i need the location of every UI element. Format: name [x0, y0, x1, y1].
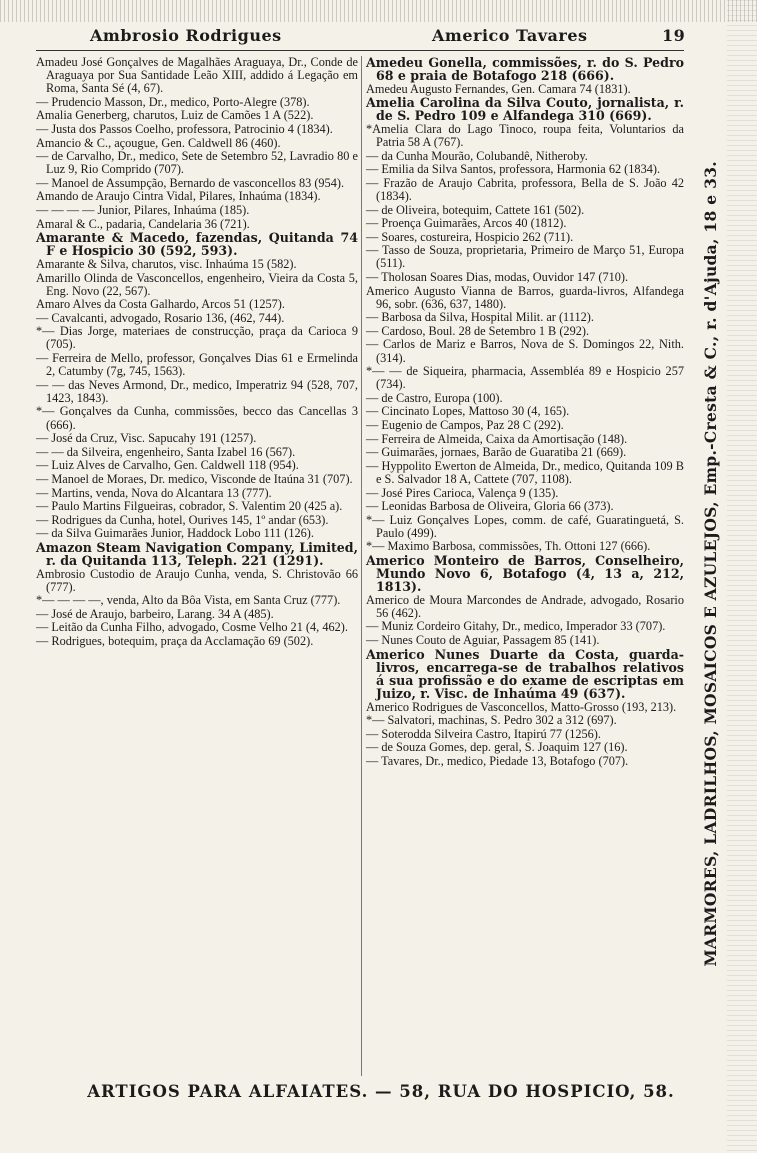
directory-entry: Amaro Alves da Costa Galhardo, Arcos 51 (1257).	[36, 297, 285, 312]
right-edge-noise	[727, 0, 757, 1153]
directory-entry: — Manoel de Assumpção, Bernardo de vasconcellos 83 (954).	[36, 175, 345, 190]
directory-entry: — — das Neves Armond, Dr., medico, Imperatriz 94 (528, 707, 1423, 1843).	[36, 377, 358, 405]
directory-entry: — Rodrigues, botequim, praça da Acclamação 69 (502).	[36, 634, 314, 649]
directory-entry: — Tavares, Dr., medico, Piedade 13, Botafogo (707).	[366, 753, 629, 768]
top-edge-speckle	[0, 0, 757, 22]
directory-entry: — da Silva Guimarães Junior, Haddock Lobo 111 (126).	[36, 526, 314, 541]
directory-entry: — — da Silveira, engenheiro, Santa Izabel 16 (567).	[36, 444, 296, 459]
directory-entry: — Cincinato Lopes, Mattoso 30 (4, 165).	[366, 404, 570, 419]
directory-entry: — Tholosan Soares Dias, modas, Ouvidor 147 (710).	[366, 270, 629, 284]
side-advertisement	[690, 56, 730, 1071]
directory-entry: — de Souza Gomes, dep. geral, S. Joaquim 127 (16).	[366, 740, 628, 755]
directory-entry: — Muniz Cordeiro Gitahy, Dr., medico, Imperador 33 (707).	[366, 619, 666, 634]
directory-entry: *— Gonçalves da Cunha, commissões, becco das Cancellas 3 (666).	[36, 404, 358, 432]
directory-entry: — Hyppolito Ewerton de Almeida, Dr., medico, Quitanda 109 B e S. Salvador 18 A, Cattete (707, 1108).	[366, 458, 684, 486]
directory-entry: — Ferreira de Almeida, Caixa da Amortisação (148).	[366, 431, 628, 446]
directory-entry: *— Dias Jorge, materiaes de construcção, praça da Carioca 9 (705).	[36, 324, 358, 352]
directory-entry: Amelia Carolina da Silva Couto, jornalista, r. de S. Pedro 109 e Alfandega 310 (669).	[366, 95, 684, 124]
header-rule	[36, 50, 684, 51]
directory-entry: *— — — —, venda, Alto da Bôa Vista, em Santa Cruz (777).	[36, 593, 341, 608]
directory-entry: — José de Araujo, barbeiro, Larang. 34 A (485).	[36, 606, 274, 621]
directory-entry: — Guimarães, jornaes, Barão de Guaratiba 21 (669).	[366, 445, 627, 460]
directory-entry: *— Salvatori, machinas, S. Pedro 302 a 312 (697).	[366, 713, 617, 728]
directory-entry: Americo de Moura Marcondes de Andrade, advogado, Rosario 56 (462).	[366, 592, 684, 620]
directory-entry: Amaral & C., padaria, Candelaria 36 (721).	[36, 216, 250, 231]
directory-entry: — de Castro, Europa (100).	[366, 390, 503, 405]
directory-entry: Americo Augusto Vianna de Barros, guarda-livros, Alfandega 96, sobr. (636, 637, 1480).	[366, 283, 684, 311]
directory-entry: — Proença Guimarães, Arcos 40 (1812).	[366, 216, 567, 231]
directory-entry: *— Luiz Gonçalves Lopes, comm. de café, Guaratinguetá, S. Paulo (499).	[366, 512, 684, 540]
directory-entry: — Eugenio de Campos, Paz 28 C (292).	[366, 418, 564, 433]
header-left-name: Ambrosio Rodrigues	[90, 26, 282, 45]
directory-entry: Amazon Steam Navigation Company, Limited, r. da Quitanda 113, Teleph. 221 (1291).	[36, 539, 358, 568]
directory-entry: — Carlos de Mariz e Barros, Nova de S. Domingos 22, Nith. (314).	[366, 337, 684, 365]
directory-entry: Amalia Generberg, charutos, Luiz de Camões 1 A (522).	[36, 108, 314, 123]
directory-entry: — de Carvalho, Dr., medico, Sete de Setembro 52, Lavradio 80 e Luz 9, Rio Comprido (707).	[36, 149, 358, 177]
directory-entry: — Soares, costureira, Hospicio 262 (711).	[366, 229, 574, 244]
column-divider	[361, 56, 362, 1076]
directory-entry: — da Cunha Mourão, Colubandê, Nitheroby.	[366, 148, 588, 163]
directory-entry: Amedeu Augusto Fernandes, Gen. Camara 74 (1831).	[366, 81, 631, 96]
directory-entry: Amarillo Olinda de Vasconcellos, engenheiro, Vieira da Costa 5, Eng. Novo (22, 567).	[36, 270, 358, 298]
directory-entry: *Amelia Clara do Lago Tinoco, roupa feita, Voluntarios da Patria 58 A (767).	[366, 121, 684, 150]
directory-entry: Americo Monteiro de Barros, Conselheiro, Mundo Novo 6, Botafogo (4, 13 a, 212, 1813).	[366, 552, 684, 595]
directory-entry: Amancio & C., açougue, Gen. Caldwell 86 (460).	[36, 135, 281, 150]
directory-entry: — José Pires Carioca, Valença 9 (135).	[366, 485, 559, 500]
directory-entry: *— — de Siqueira, pharmacia, Assembléa 89 e Hospicio 257 (734).	[366, 364, 684, 392]
directory-entry: — Cavalcanti, advogado, Rosario 136, (462, 744).	[36, 310, 285, 325]
right-column	[366, 56, 684, 768]
directory-entry: Amedeu Gonella, commissões, r. do S. Pedro 68 e praia de Botafogo 218 (666).	[366, 55, 684, 84]
page-number: 19	[662, 26, 686, 45]
directory-entry: — Manoel de Moraes, Dr. medico, Visconde de Itaúna 31 (707).	[36, 471, 353, 486]
directory-entry: Americo Rodrigues de Vasconcellos, Matto-Grosso (193, 213).	[366, 699, 677, 714]
directory-entry: — Luiz Alves de Carvalho, Gen. Caldwell 118 (954).	[36, 458, 299, 473]
directory-entry: Amarante & Macedo, fazendas, Quitanda 74 F e Hospicio 30 (592, 593).	[36, 230, 358, 259]
running-header	[0, 26, 757, 50]
directory-entry: — Ferreira de Mello, professor, Gonçalves Dias 61 e Ermelinda 2, Catumby (7g, 745, 1563).	[36, 351, 358, 379]
directory-entry: — Emilia da Silva Santos, professora, Harmonia 62 (1834).	[366, 162, 661, 177]
directory-entry: Americo Nunes Duarte da Costa, guarda-livros, encarrega-se de trabalhos relativos á sua profissão e do exame de escriptas em Juizo, r. Visc. de Inhaúma 49 (637).	[366, 646, 684, 701]
directory-entry: — Tasso de Souza, proprietaria, Primeiro de Março 51, Europa (511).	[366, 243, 684, 271]
directory-entry: — Martins, venda, Nova do Alcantara 13 (777).	[36, 485, 272, 500]
directory-entry: — Frazão de Araujo Cabrita, professora, Bella de S. João 42 (1834).	[366, 175, 684, 203]
directory-entry: — Soterodda Silveira Castro, Itapirú 77 (1256).	[366, 726, 601, 741]
directory-entry: — José da Cruz, Visc. Sapucahy 191 (1257).	[36, 431, 257, 446]
left-column	[36, 56, 358, 649]
directory-entry: — de Oliveira, botequim, Cattete 161 (502).	[366, 202, 585, 217]
directory-entry: — Justa dos Passos Coelho, professora, Patrocinio 4 (1834).	[36, 121, 333, 136]
header-right-name: Americo Tavares	[432, 26, 588, 45]
directory-entry: Amarante & Silva, charutos, visc. Inhaúma 15 (582).	[36, 256, 297, 271]
directory-entry: — Paulo Martins Filgueiras, cobrador, S. Valentim 20 (425 a).	[36, 499, 343, 514]
directory-entry: — Leitão da Cunha Filho, advogado, Cosme Velho 21 (4, 462).	[36, 620, 348, 635]
directory-entry: — Barbosa da Silva, Hospital Milit. ar (1112).	[366, 310, 594, 325]
directory-entry: — Leonidas Barbosa de Oliveira, Gloria 66 (373).	[366, 499, 614, 514]
footer-advertisement: ARTIGOS PARA ALFAIATES. — 58, RUA DO HOSPICIO, 58.	[87, 1082, 675, 1101]
side-advertisement-text: MARMORES, LADRILHOS, MOSAICOS E AZULEJOS, Emp.-Cresta & C., r. d'Ajuda, 18 e 33.	[700, 160, 720, 967]
directory-entry: — Cardoso, Boul. 28 de Setembro 1 B (292).	[366, 323, 590, 338]
directory-entry: — Nunes Couto de Aguiar, Passagem 85 (141).	[366, 633, 600, 648]
directory-entry: — — — — Junior, Pilares, Inhaúma (185).	[36, 203, 250, 218]
directory-entry: Amadeu José Gonçalves de Magalhães Araguaya, Dr., Conde de Araguaya por Sua Santidade Leão XIII, addido á Legação em Roma, Santa Sé (4, 67).	[36, 55, 358, 96]
directory-entry: — Prudencio Masson, Dr., medico, Porto-Alegre (378).	[36, 94, 310, 109]
directory-entry: *— Maximo Barbosa, commissões, Th. Ottoni 127 (666).	[366, 539, 651, 554]
directory-entry: — Rodrigues da Cunha, hotel, Ourives 145, 1º andar (653).	[36, 512, 329, 527]
directory-entry: Amando de Araujo Cintra Vidal, Pilares, Inhaúma (1834).	[36, 189, 321, 204]
directory-entry: Ambrosio Custodio de Araujo Cunha, venda, S. Christovão 66 (777).	[36, 566, 358, 594]
